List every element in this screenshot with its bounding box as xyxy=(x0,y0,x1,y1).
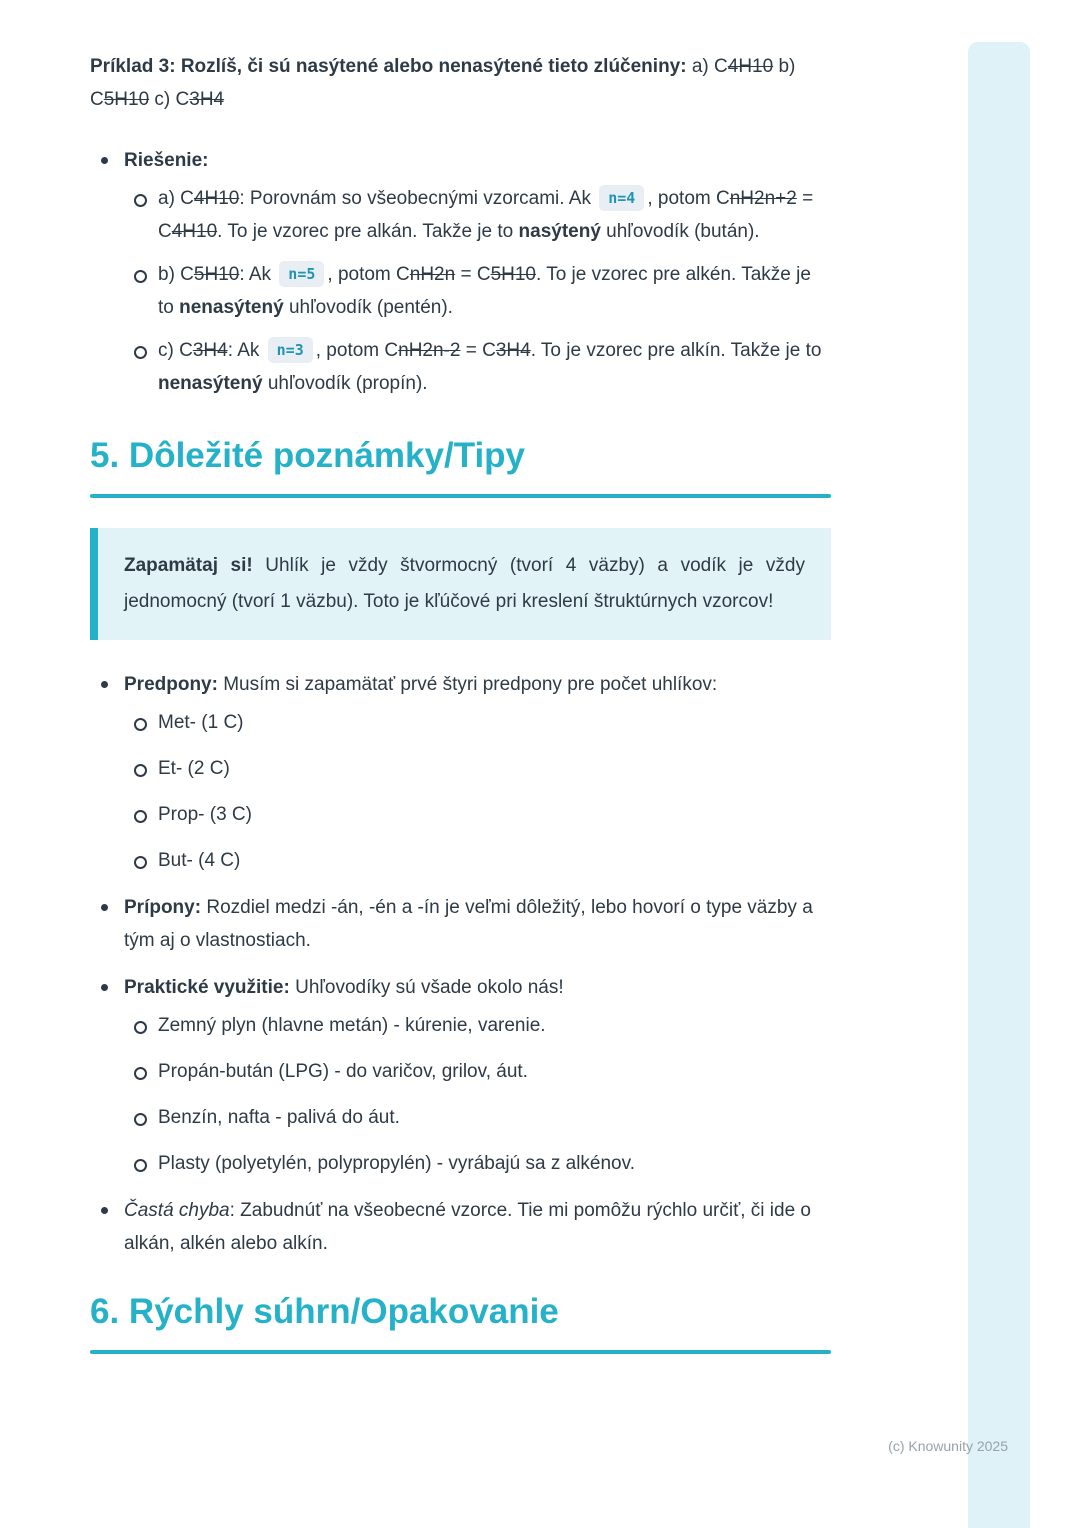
note-item-predpony xyxy=(90,668,831,877)
usage-item xyxy=(124,1055,831,1088)
note-casta-chyba-text: Častá chyba: Zabudnúť na všeobecné vzorce. Tie mi pomôžu rýchlo určiť, či ide o alkán, alkén alebo alkín. xyxy=(124,1200,811,1254)
solution-step-c xyxy=(124,334,831,400)
note-item-casta-chyba xyxy=(90,1194,831,1260)
notes-list xyxy=(90,668,831,1260)
usage-item xyxy=(124,1101,831,1134)
note-predpony-text: Predpony: Musím si zapamätať prvé štyri predpony pre počet uhlíkov: xyxy=(124,674,718,695)
example-3-problem: Príklad 3: Rozlíš, či sú nasýtené alebo nenasýtené tieto zlúčeniny: a) C4H10 b) C5H10 c) C3H4 xyxy=(90,56,796,110)
solution-step-b-text: b) C5H10: Ak n=5 , potom CnH2n = C5H10. To je vzorec pre alkén. Takže je to nenasýtený uhľovodík (pentén). xyxy=(158,264,811,318)
section-6-heading: 6. Rýchly súhrn/Opakovanie xyxy=(90,1292,559,1331)
usage-benzin: Benzín, nafta - palivá do áut. xyxy=(158,1107,400,1128)
solution-step-a-text: a) C4H10: Porovnám so všeobecnými vzorcami. Ak n=4 , potom CnH2n+2 = C4H10. To je vzorec pre alkán. Takže je to nasýtený uhľovodík (bután). xyxy=(158,188,813,242)
note-item-prakticke xyxy=(90,971,831,1180)
prefix-et: Et- (2 C) xyxy=(158,758,230,779)
solution-label: Riešenie: xyxy=(124,150,209,171)
usage-plasty: Plasty (polyetylén, polypropylén) - vyrábajú sa z alkénov. xyxy=(158,1153,635,1174)
solution-step-a xyxy=(124,182,831,248)
prefix-item xyxy=(124,752,831,785)
solution-label-item xyxy=(90,144,831,400)
solution-steps xyxy=(124,182,831,400)
note-pripony-text: Prípony: Rozdiel medzi -án, -én a -ín je veľmi dôležitý, lebo hovorí o type väzby a tým aj o vlastnostiach. xyxy=(124,897,813,951)
callout-text: Zapamätaj si! Uhlík je vždy štvormocný (tvorí 4 väzby) a vodík je vždy jednomocný (tvorí 1 väzbu). Toto je kľúčové pri kreslení štruktúrnych vzorcov! xyxy=(124,555,805,612)
prefix-prop: Prop- (3 C) xyxy=(158,804,252,825)
prefix-item xyxy=(124,706,831,739)
note-prakticke-text: Praktické využitie: Uhľovodíky sú všade okolo nás! xyxy=(124,977,564,998)
usage-item xyxy=(124,1147,831,1180)
page-edge-strip xyxy=(968,42,1030,1528)
prefix-item xyxy=(124,844,831,877)
solution-list xyxy=(90,144,831,400)
solution-step-c-text: c) C3H4: Ak n=3 , potom CnH2n-2 = C3H4. To je vzorec pre alkín. Takže je to nenasýtený uhľovodík (propín). xyxy=(158,340,821,394)
prefix-item xyxy=(124,798,831,831)
usage-sublist xyxy=(124,1009,831,1180)
usage-item xyxy=(124,1009,831,1042)
callout-remember xyxy=(90,528,831,640)
footer-credit: (c) Knowunity 2025 xyxy=(888,1438,1008,1454)
usage-lpg: Propán-bután (LPG) - do varičov, grilov, áut. xyxy=(158,1061,528,1082)
section-6-divider xyxy=(90,1350,831,1354)
prefix-met: Met- (1 C) xyxy=(158,712,244,733)
prefix-sublist xyxy=(124,706,831,877)
section-5-divider xyxy=(90,494,831,498)
prefix-but: But- (4 C) xyxy=(158,850,241,871)
solution-step-b xyxy=(124,258,831,324)
note-item-pripony xyxy=(90,891,831,957)
section-5-heading: 5. Dôležité poznámky/Tipy xyxy=(90,436,526,475)
usage-zemny-plyn: Zemný plyn (hlavne metán) - kúrenie, varenie. xyxy=(158,1015,546,1036)
